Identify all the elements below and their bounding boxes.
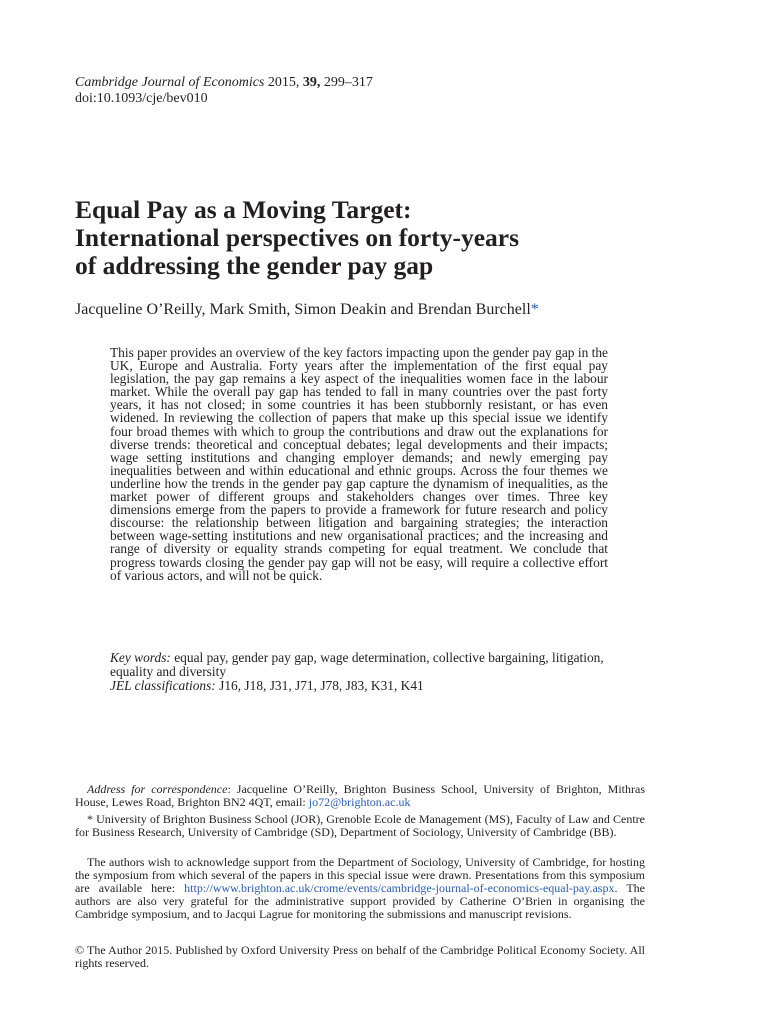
journal-citation <box>75 75 373 107</box>
address-text: : Jacqueline O’Reilly, Brighton Business School, University of Brighton, Mithras House, Lewes Road, Brighton BN2 4QT, email: <box>75 782 645 809</box>
keywords-line <box>110 651 608 679</box>
footnote-address <box>75 783 645 809</box>
keywords-label: Key words: <box>110 650 171 665</box>
title-line-2: International perspectives on forty-years <box>75 223 520 252</box>
keywords-value: equal pay, gender pay gap, wage determination, collective bargaining, litigation, equality and diversity <box>110 650 604 679</box>
footnote-acknowledgements <box>75 856 645 921</box>
keywords-block <box>110 651 608 693</box>
author-names: Jacqueline O’Reilly, Mark Smith, Simon Deakin and Brendan Burchell <box>75 301 531 318</box>
jel-line <box>110 679 608 693</box>
author-footnote-marker[interactable]: * <box>530 301 539 318</box>
journal-year: 2015, <box>267 75 300 90</box>
copyright-notice: © The Author 2015. Published by Oxford University Press on behalf of the Cambridge Political Economy Society. All rights reserved. <box>75 943 645 970</box>
title-line-3: of addressing the gender pay gap <box>75 251 434 280</box>
ack-text-1: The authors wish to acknowledge support from the Department of Sociology, University of Cambridge, for hosting the symposium from which several of the papers in this special issue were drawn. Presentations from this symposium are available here: <box>75 855 645 895</box>
author-list <box>75 300 539 320</box>
affiliation-marker: * <box>87 812 93 826</box>
address-email-link[interactable]: jo72@brighton.ac.uk <box>308 795 411 809</box>
journal-doi: doi:10.1093/cje/bev010 <box>75 91 208 106</box>
ack-text-2: . The authors are also very grateful for the administrative support provided by Catherine O’Brien in organising the Cambridge symposium, and to Jacqui Lagrue for monitoring the submissions and manuscript revisions. <box>75 881 645 921</box>
article-title <box>75 196 695 280</box>
abstract: This paper provides an overview of the key factors impacting upon the gender pay gap in the UK, Europe and Australia. Forty years after the implementation of the first equal pay legislation, the pay gap remains a key aspect of the inequalities women face in the labour market. While the overall pay gap has tended to fall in many countries over the past forty years, it has not closed; in some countries it has been stubbornly resistant, or has even widened. In reviewing the collection of papers that make up this special issue we identify four broad themes with which to group the contributions and draw out the explanations for diverse trends: theoretical and conceptual debates; legal developments and their impacts; wage setting institutions and changing employer demands; and newly emerging pay inequalities between and within educational and ethnic groups. Across the four themes we underline how the trends in the gender pay gap capture the dynamism of inequalities, as the market power of different groups and stakeholders changes over times. Three key dimensions emerge from the papers to provide a framework for future research and policy discourse: the relationship between litigation and bargaining strategies; the interaction between wage-setting institutions and new organisational practices; and the increasing and range of diversity or equality strands competing for equal treatment. We conclude that progress towards closing the gender pay gap will not be easy, will require a collective effort of various actors, and will not be quick. <box>110 345 608 583</box>
journal-line <box>75 75 373 91</box>
footnote-affiliations <box>75 813 645 839</box>
journal-pages: 299–317 <box>323 75 373 90</box>
address-label: Address for correspondence <box>87 782 228 796</box>
symposium-link[interactable]: http://www.brighton.ac.uk/crome/events/cambridge-journal-of-economics-equal-pay.aspx <box>184 881 615 895</box>
affiliation-text: University of Brighton Business School (JOR), Grenoble Ecole de Management (MS), Faculty of Law and Centre for Business Research, University of Cambridge (SD), Department of Sociology, University of Cambridge (BB). <box>75 812 645 839</box>
jel-value: J16, J18, J31, J71, J78, J83, K31, K41 <box>219 678 424 693</box>
journal-volume: 39, <box>302 75 321 90</box>
journal-name: Cambridge Journal of Economics <box>75 75 265 90</box>
title-line-1: Equal Pay as a Moving Target: <box>75 195 412 224</box>
jel-label: JEL classifications: <box>110 678 216 693</box>
